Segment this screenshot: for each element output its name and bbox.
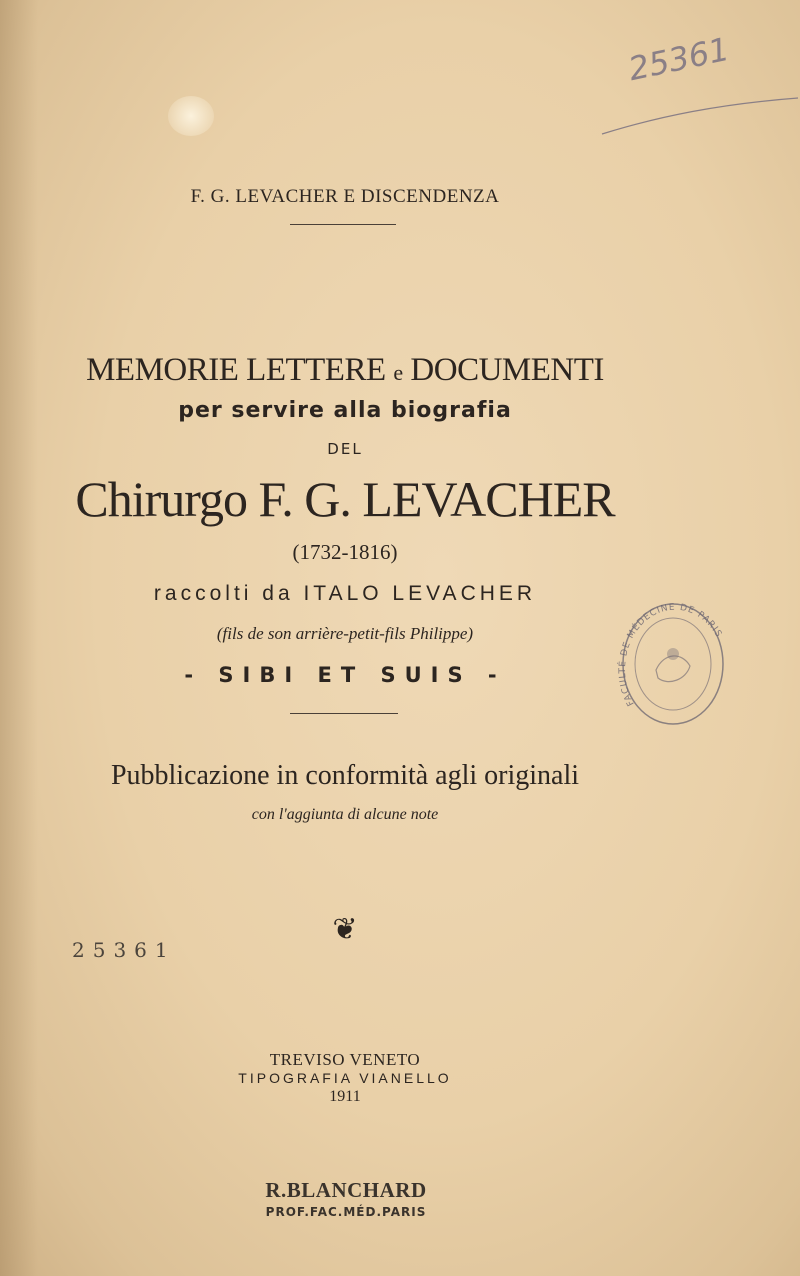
owner-stamp-subtitle: PROF.FAC.MÉD.PARIS <box>265 1205 427 1219</box>
imprint-city: TREVISO VENETO <box>269 1050 421 1069</box>
header-divider <box>290 224 396 225</box>
relation-line: (fils de son arrière-petit-fils Philippe) <box>216 624 474 643</box>
main-title-line-3: DEL <box>327 440 363 458</box>
life-dates: (1732-1816) <box>292 540 398 564</box>
main-title-conjunction: e <box>393 360 403 385</box>
owner-stamp-name: R.BLANCHARD <box>265 1178 427 1202</box>
owner-stamp <box>256 1178 436 1219</box>
middle-divider <box>290 713 398 714</box>
main-title-line-1 <box>0 352 690 389</box>
handwritten-accession-number: 25361 <box>625 29 733 89</box>
collector-line: raccolti da ITALO LEVACHER <box>153 582 537 605</box>
library-seal-text: FACULTÉ DE MÉDECINE DE PARIS <box>617 602 724 708</box>
library-seal-stamp <box>616 592 730 732</box>
main-title-part-1: MEMORIE LETTERE <box>86 352 386 388</box>
subject-name-title: Chirurgo F. G. LEVACHER <box>75 471 615 527</box>
series-title: F. G. LEVACHER E DISCENDENZA <box>190 186 500 207</box>
main-title-line-2: per servire alla biografia <box>178 398 512 423</box>
motto: - SIBI ET SUIS - <box>184 663 506 687</box>
imprint-printer: TIPOGRAFIA VIANELLO <box>238 1070 452 1086</box>
paper-stain <box>168 96 214 136</box>
main-title-part-2: DOCUMENTI <box>410 352 604 388</box>
publication-note: Pubblicazione in conformità agli originali <box>110 760 580 791</box>
pencil-stroke <box>600 96 800 136</box>
publication-subnote: con l'aggiunta di alcune note <box>251 806 439 823</box>
imprint-year: 1911 <box>329 1088 361 1105</box>
typographic-ornament: ❦ <box>332 913 358 946</box>
inventory-number: 25361 <box>72 938 176 962</box>
